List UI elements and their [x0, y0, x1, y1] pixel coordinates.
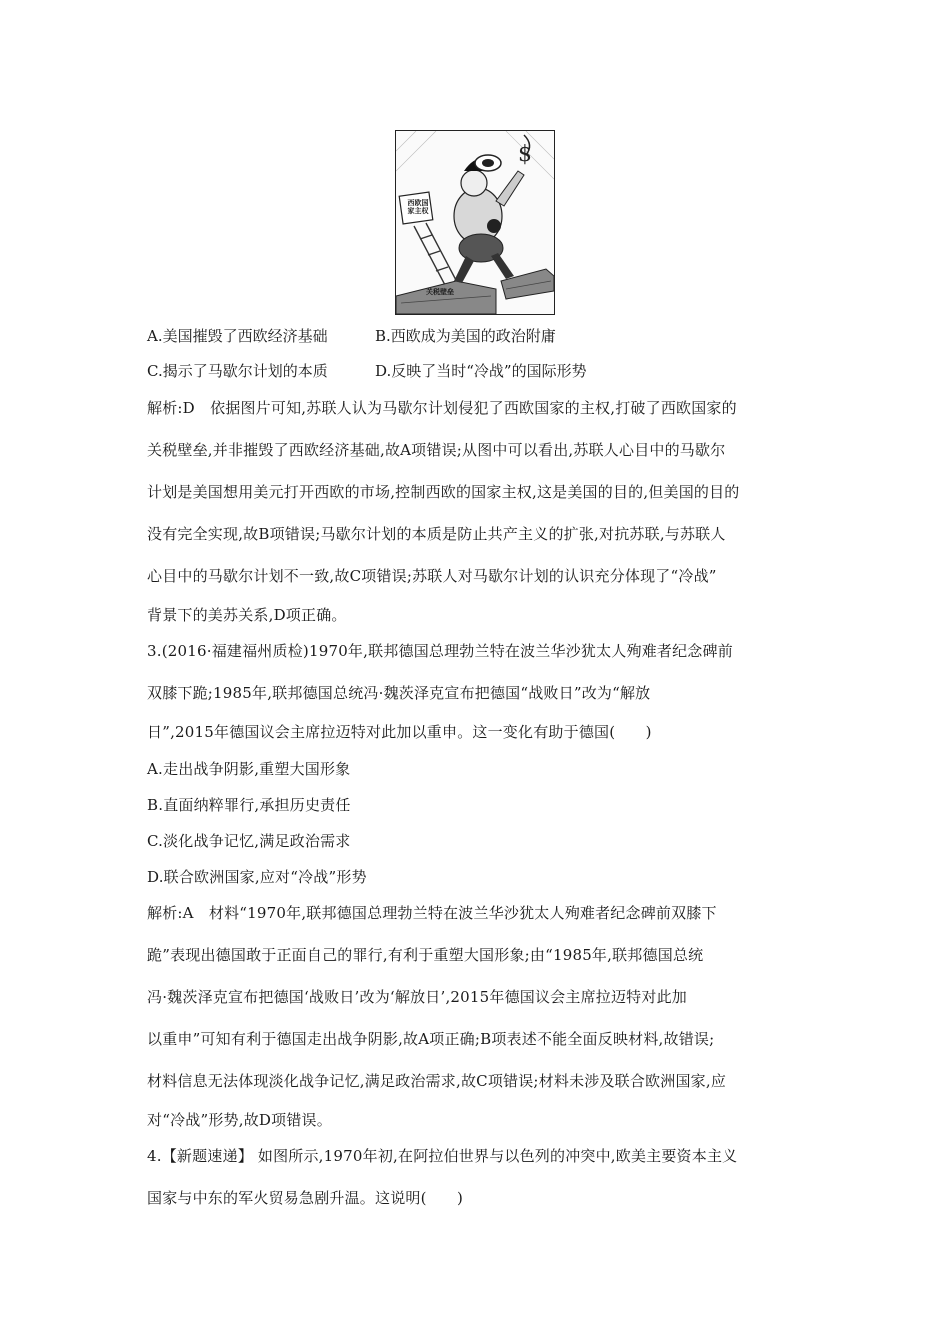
q3-analysis-line: 对“冷战”形势,故D项错误。: [147, 1111, 332, 1129]
q3-analysis-line: 材料信息无法体现淡化战争记忆,满足政治需求,故C项错误;材料未涉及联合欧洲国家,应: [147, 1072, 727, 1090]
q2-option-a: A.美国摧毁了西欧经济基础: [147, 327, 328, 345]
sovereignty-label: [405, 199, 431, 215]
svg-text:$: $: [518, 142, 532, 167]
sovereignty-label-line1: 西欧国: [407, 199, 429, 207]
q4-stem-line: 国家与中东的军火贸易急剧升温。这说明( ): [147, 1189, 464, 1207]
q3-analysis-line: 冯·魏茨泽克宣布把德国‘战败日’改为‘解放日’,2015年德国议会主席拉迈特对此加: [147, 988, 687, 1006]
q2-analysis-line: 计划是美国想用美元打开西欧的市场,控制西欧的国家主权,这是美国的目的,但美国的目的: [147, 483, 740, 501]
sovereignty-label-line2: 家主权: [407, 207, 429, 215]
q2-option-d: D.反映了当时“冷战”的国际形势: [375, 362, 587, 380]
q2-analysis-line: 解析:D 依据图片可知,苏联人认为马歇尔计划侵犯了西欧国家的主权,打破了西欧国家的: [147, 399, 737, 417]
marshall-plan-cartoon: [395, 130, 555, 315]
q2-analysis-line: 没有完全实现,故B项错误;马歇尔计划的本质是防止共产主义的扩张,对抗苏联,与苏联人: [147, 525, 726, 543]
q2-analysis-line: 心目中的马歇尔计划不一致,故C项错误;苏联人对马歇尔计划的认识充分体现了“冷战”: [147, 567, 717, 585]
q3-analysis-line: 解析:A 材料“1970年,联邦德国总理勃兰特在波兰华沙犹太人殉难者纪念碑前双膝下: [147, 904, 717, 922]
q3-stem-line: 双膝下跪;1985年,联邦德国总统冯·魏茨泽克宣布把德国“战败日”改为“解放: [147, 684, 651, 702]
q2-option-b: B.西欧成为美国的政治附庸: [375, 327, 556, 345]
q4-stem-line: 4.【新题速递】 如图所示,1970年初,在阿拉伯世界与以色列的冲突中,欧美主要资本主义: [147, 1147, 738, 1165]
tariff-barrier-label: 关税壁垒: [426, 288, 454, 296]
q3-analysis-line: 跪”表现出德国敢于正面自己的罪行,有利于重塑大国形象;由“1985年,联邦德国总统: [147, 946, 704, 964]
cartoon-drawing: [396, 131, 554, 314]
q3-option-c: C.淡化战争记忆,满足政治需求: [147, 832, 351, 850]
q3-option-a: A.走出战争阴影,重塑大国形象: [147, 760, 351, 778]
q3-stem-line: 3.(2016·福建福州质检)1970年,联邦德国总理勃兰特在波兰华沙犹太人殉难者纪念碑前: [147, 642, 733, 660]
q3-option-d: D.联合欧洲国家,应对“冷战”形势: [147, 868, 367, 886]
q2-analysis-line: 背景下的美苏关系,D项正确。: [147, 606, 347, 624]
q3-option-b: B.直面纳粹罪行,承担历史责任: [147, 796, 351, 814]
q3-stem-line: 日”,2015年德国议会主席拉迈特对此加以重申。这一变化有助于德国( ): [147, 723, 652, 741]
q3-analysis-line: 以重申”可知有利于德国走出战争阴影,故A项正确;B项表述不能全面反映材料,故错误;: [147, 1030, 715, 1048]
q2-analysis-line: 关税壁垒,并非摧毁了西欧经济基础,故A项错误;从图中可以看出,苏联人心目中的马歇尔: [147, 441, 726, 459]
q2-option-c: C.揭示了马歇尔计划的本质: [147, 362, 328, 380]
